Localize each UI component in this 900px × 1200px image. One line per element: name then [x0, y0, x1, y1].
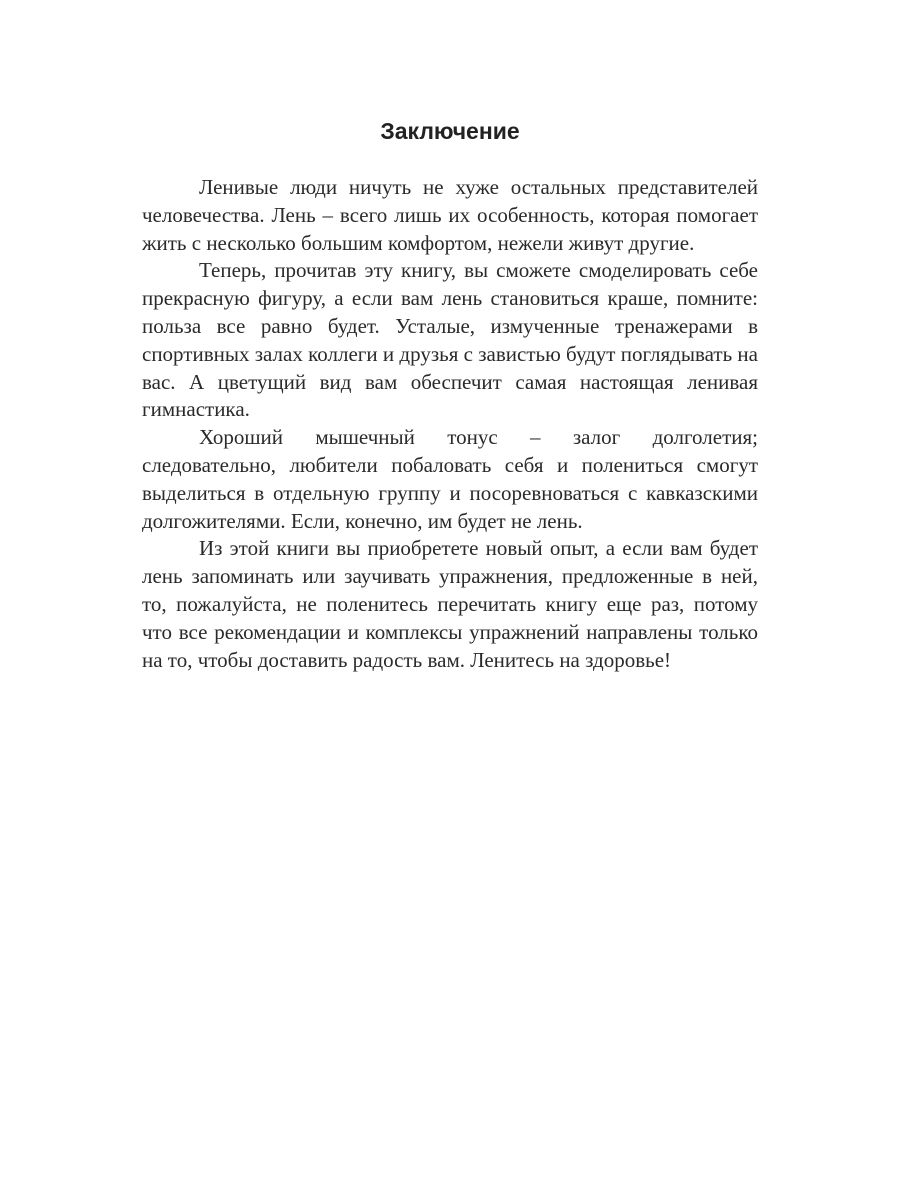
chapter-title: Заключение	[380, 118, 520, 144]
paragraph-4: Из этой книги вы приобретете новый опыт, а если вам будет лень запоминать или заучивать упражнения, предложенные в ней, то, пожалуйста, не поленитесь перечитать книгу еще раз, потому что все рекомендации и комплексы упражнений направлены только на то, чтобы доставить радость вам. Ленитесь на здоровье!	[142, 536, 758, 672]
paragraph-3: Хороший мышечный тонус – залог долголетия; следовательно, любители побаловать себя и полениться смогут выделиться в отдельную группу и посоревноваться с кавказскими долгожителями. Если, конечно, им будет не лень.	[142, 425, 758, 533]
paragraph-2: Теперь, прочитав эту книгу, вы сможете смоделировать себе прекрасную фигуру, а если вам лень становиться краше, помните: польза все равно будет. Усталые, измученные тренажерами в спортивных залах коллеги и друзья с завистью будут поглядывать на вас. А цветущий вид вам обеспечит самая настоящая ленивая гимнастика.	[142, 258, 758, 422]
paragraph-1: Ленивые люди ничуть не хуже остальных представителей человечества. Лень – всего лишь их особенность, которая помогает жить с несколько большим комфортом, нежели живут другие.	[142, 175, 758, 255]
chapter-body	[142, 174, 758, 674]
